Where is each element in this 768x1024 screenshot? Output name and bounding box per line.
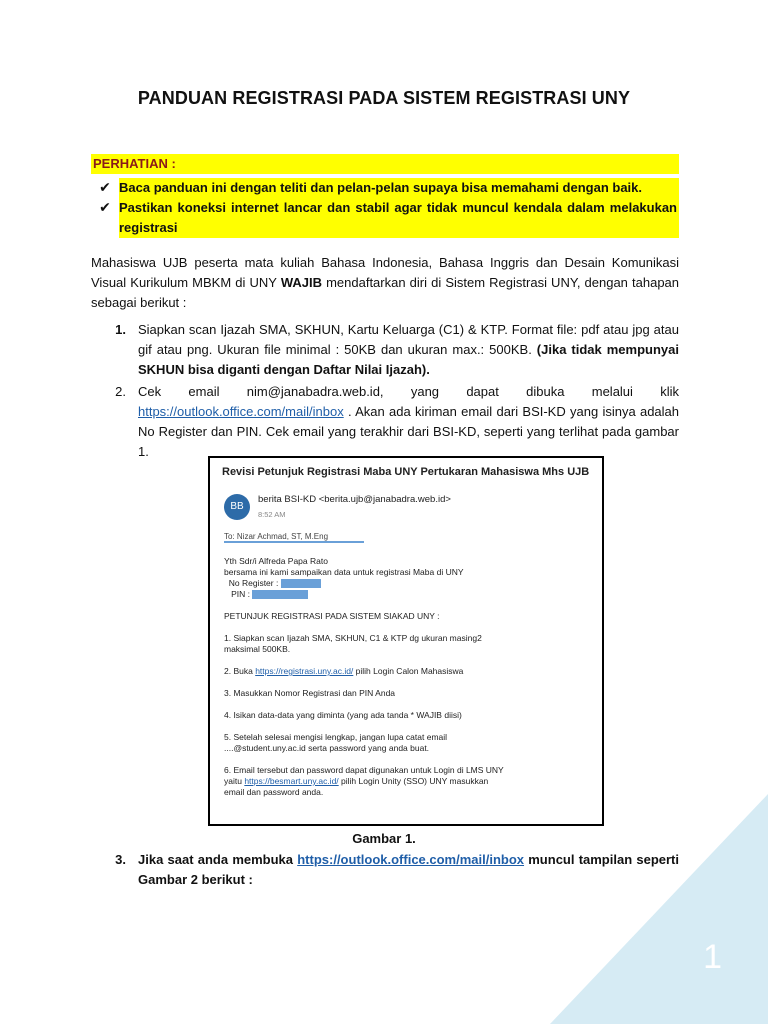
notice-box (91, 154, 679, 238)
step-number: 3. (115, 852, 126, 867)
step-item (91, 850, 679, 890)
registrasi-link[interactable]: https://registrasi.uny.ac.id/ (255, 666, 354, 676)
notice-item (91, 178, 679, 198)
email-line: 4. Isikan data-data yang diminta (yang ada tanda * WAJIB diisi) (224, 710, 462, 720)
page-number: 1 (703, 938, 722, 976)
outlook-link[interactable]: https://outlook.office.com/mail/inbox (138, 404, 344, 419)
step-body (138, 382, 679, 462)
intro-paragraph (91, 253, 679, 313)
step-text: Cek email nim@janabadra.web.id, yang dapat dibuka melalui klik (138, 384, 679, 399)
steps-list-continued (91, 850, 679, 890)
redaction-mark (224, 541, 364, 543)
email-sender: berita BSI-KD <berita.ujb@janabadra.web.id> (258, 494, 451, 505)
notice-heading: PERHATIAN : (91, 154, 679, 174)
email-heading: PETUNJUK REGISTRASI PADA SISTEM SIAKAD UNY : (224, 611, 440, 621)
email-register-line (224, 578, 584, 589)
email-text: pilih Login Calon Mahasiswa (353, 666, 464, 676)
outlook-link[interactable]: https://outlook.office.com/mail/inbox (297, 852, 525, 867)
document-title: PANDUAN REGISTRASI PADA SISTEM REGISTRASI UNY (137, 88, 631, 108)
step-item (91, 382, 679, 462)
email-line: 6. Email tersebut dan password dapat digunakan untuk Login di LMS UNY (224, 765, 504, 775)
avatar: BB (224, 494, 250, 520)
email-line (224, 666, 584, 677)
notice-item-text: Baca panduan ini dengan teliti dan pelan-pelan supaya bisa memahami dengan baik. (119, 178, 679, 198)
register-label: No Register : (228, 578, 279, 588)
email-time: 8:52 AM (258, 510, 286, 519)
steps-list (91, 320, 679, 462)
email-line: 5. Setelah selesai mengisi lengkap, jangan lupa catat email (224, 732, 448, 742)
step-number: 1. (115, 322, 126, 337)
step-text: . Akan ada kiriman email dari BSI-KD yang isinya adalah No Register dan PIN. Cek email yang terakhir dari BSI-KD, seperti yang terlihat pada gambar 1. (138, 404, 679, 459)
email-body (224, 556, 584, 798)
step-body (138, 850, 679, 890)
step-body (138, 320, 679, 380)
email-subject: Revisi Petunjuk Registrasi Maba UNY Pertukaran Mahasiswa Mhs UJB (222, 466, 590, 478)
email-pin-line (224, 589, 584, 600)
pin-label: PIN : (231, 589, 250, 599)
step-bold-note: (Jika tidak mempunyai SKHUN bisa diganti dengan Daftar Nilai Ijazah). (138, 342, 679, 377)
step-text: muncul tampilan seperti Gambar 2 berikut : (138, 852, 679, 887)
figure-caption: Gambar 1. (352, 831, 416, 846)
email-line: bersama ini kami sampaikan data untuk registrasi Maba di UNY (224, 567, 464, 577)
email-text: yaitu (224, 776, 245, 786)
email-line: 1. Siapkan scan Ijazah SMA, SKHUN, C1 & KTP dg ukuran masing2 (224, 633, 482, 643)
email-text: pilih Login Unity (SSO) UNY masukkan (338, 776, 489, 786)
email-screenshot-figure (208, 456, 604, 826)
step-text: Jika saat anda membuka (138, 852, 298, 867)
notice-item (91, 198, 679, 238)
intro-text-before: Mahasiswa UJB peserta mata kuliah Bahasa Indonesia, Bahasa Inggris dan Desain Komunikasi Visual Kurikulum MBKM di UNY (91, 255, 679, 290)
intro-text-after: mendaftarkan diri di Sistem Registrasi UNY, dengan tahapan sebagai berikut : (91, 275, 680, 310)
email-greeting: Yth Sdr/i Alfreda Papa Rato (224, 556, 328, 566)
email-line: email dan password anda. (224, 787, 324, 797)
step-number: 2. (115, 384, 126, 399)
checkmark-icon: ✔ (99, 180, 111, 196)
email-text: 2. Buka (224, 666, 256, 676)
corner-decoration (550, 794, 768, 1024)
intro-bold: WAJIB (280, 275, 322, 290)
email-line: ....@student.uny.ac.id serta password yang anda buat. (224, 743, 430, 753)
notice-item-text: Pastikan koneksi internet lancar dan stabil agar tidak muncul kendala dalam melakukan registrasi (119, 198, 679, 238)
redaction-mark (252, 590, 308, 599)
email-recipient: To: Nizar Achmad, ST, M.Eng (224, 532, 329, 541)
redaction-mark (281, 579, 321, 588)
step-text: Siapkan scan Ijazah SMA, SKHUN, Kartu Keluarga (C1) & KTP. Format file: pdf atau jpg atau gif atau png. Ukuran file minimal : 50KB dan ukuran max.: 500KB. (138, 322, 679, 357)
besmart-link[interactable]: https://besmart.uny.ac.id/ (244, 776, 339, 786)
notice-list (91, 178, 679, 238)
email-line: 3. Masukkan Nomor Registrasi dan PIN Anda (224, 688, 396, 698)
step-item (91, 320, 679, 380)
email-line (224, 776, 584, 787)
checkmark-icon: ✔ (99, 200, 111, 216)
email-line: maksimal 500KB. (224, 644, 291, 654)
